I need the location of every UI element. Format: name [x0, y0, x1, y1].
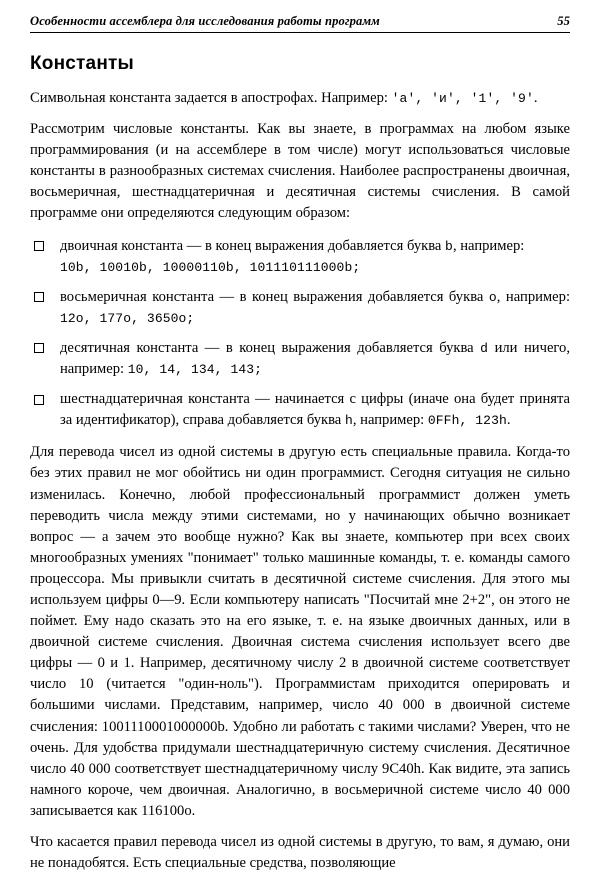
hollow-square-icon: [34, 292, 44, 302]
paragraph-text-tail: .: [533, 90, 538, 106]
list-item-text: десятичная константа — в конец выражения добавляется буква: [60, 339, 481, 356]
list-item-letter: b: [445, 238, 453, 254]
list-item-text-middle: или ничего, например:: [60, 339, 570, 378]
list-item-examples: 10b, 10010b, 10000110b, 101110111000b;: [60, 259, 361, 275]
list-item-letter: h: [344, 413, 353, 429]
list-item-text: двоичная константа — в конец выражения добавляется буква: [60, 237, 446, 254]
hollow-square-icon: [34, 241, 44, 251]
header-rule: [30, 32, 570, 33]
paragraph-numeric-constants: Рассмотрим числовые константы. Как вы знаете, в программах на любом языке программирования (и на ассемблере в том числе) могут использоваться числовые константы в разнообразных системах счисления. Наиболее распространены двоичная, восьмеричная, шестнадцатеричная и десятичная системы счисления. В самой программе они определяются следующим образом:: [30, 121, 570, 222]
paragraph-symbolic-constant: [30, 88, 570, 109]
hollow-square-icon: [34, 395, 44, 405]
page-content: [30, 14, 570, 884]
paragraph-conversion-tools: Что касается правил перевода чисел из одной системы в другую, то вам, я думаю, они не понадобятся. Есть специальные средства, позволяющие: [30, 834, 570, 872]
page-number: 55: [557, 14, 570, 28]
list-item-text-middle: , например:: [452, 237, 525, 254]
constants-list: [30, 236, 570, 432]
list-item: [30, 236, 570, 278]
list-item: [30, 338, 570, 380]
paragraph-conversion-rules: Для перевода чисел из одной системы в другую есть специальные правила. Когда-то без этих правил не мог обойтись ни один программист. Сегодня ситуация не сильно изменилась. Конечно, любой профессиональный программист должен уметь переводить числа между этими системами, но у начинающих обычно возникает вопрос — а зачем это вообще нужно? Как вы знаете, компьютер при всех своих многообразных умениях "понимает" только машинные команды, т. е. команды самого процессора. Мы привыкли считать в десятичной системе счисления. Для этого мы используем цифры 0—9. Если компьютеру написать "Посчитай мне 2+2", он этого не поймет. Ему надо сказать это на его языке, т. е. на языке двоичных данных, или в двоичной системе счисления. Двоичная система счисления использует всего две цифры — 0 и 1. Например, десятичному числу 2 в двоичной системе соответствует число 10 (читается "один-ноль"). Программистам приходится оперировать и большими числами. Представим, например, число 40 000 в двоичной системе счисления: 1001110001000000b. Удобно ли работать с такими числами? Уверен, что не очень. Для удобства придумали шестнадцатеричную систему счисления. Десятичное число 40 000 соответствует шестнадцатеричному числу 9C40h. Как видите, эта запись намного короче, чем двоичная. Аналогично, в восьмеричной системе число 40 000 записывается как 116100o.: [30, 444, 570, 819]
list-item: [30, 287, 570, 329]
code-char-constants: 'a', 'и', '1', '9': [391, 91, 534, 106]
list-item-examples: 0FFh, 123h: [427, 413, 507, 429]
running-header: [30, 14, 570, 32]
list-item-text: восьмеричная константа — в конец выражения добавляется буква: [60, 288, 489, 305]
hollow-square-icon: [34, 343, 44, 353]
list-item-letter: d: [480, 340, 489, 356]
list-item-letter: o: [488, 289, 497, 305]
running-header-title: Особенности ассемблера для исследования работы программ: [30, 14, 380, 28]
list-item-text-middle: , например:: [496, 288, 570, 305]
list-item-text-middle: , например:: [352, 412, 428, 429]
list-item-examples: 10, 14, 134, 143;: [127, 362, 263, 378]
list-item: [30, 389, 570, 431]
list-item-text-tail: .: [506, 412, 511, 429]
list-item-text: шестнадцатеричная константа — начинается с цифры (иначе она будет принята за идентификатор), справа добавляется буква: [60, 391, 570, 429]
list-item-examples: 12o, 177o, 3650o;: [60, 310, 195, 326]
paragraph-text: Символьная константа задается в апострофах. Например:: [30, 90, 392, 106]
page-title: Константы: [30, 53, 134, 74]
